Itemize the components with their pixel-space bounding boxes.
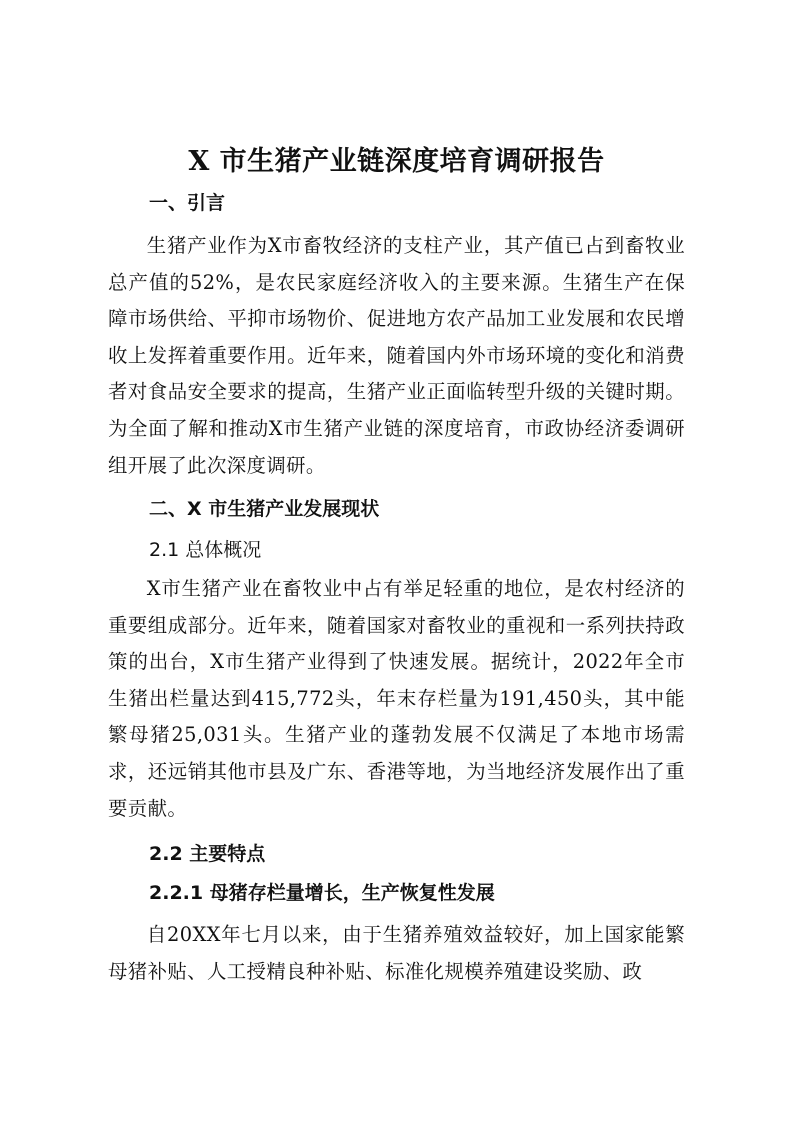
- paragraph-sow-inventory: 自20XX年七月以来，由于生猪养殖效益较好，加上国家能繁母猪补贴、人工授精良种补贴、标准化规模养殖建设奖励、政: [108, 923, 685, 983]
- subsubheading-sow-inventory: 2.2.1 母猪存栏量增长，生产恢复性发展: [149, 882, 495, 904]
- section-heading-introduction: 一、引言: [149, 192, 226, 214]
- paragraph-overview: X市生猪产业在畜牧业中占有举足轻重的地位，是农村经济的重要组成部分。近年来，随着国家对畜牧业的重视和一系列扶持政策的出台，X市生猪产业得到了快速发展。据统计，2022年全市生猪出栏量达到415,772头，年末存栏量为191,450头，其中能繁母猪25,031头。生猪产业的蓬勃发展不仅满足了本地市场需求，还远销其他市县及广东、香港等地，为当地经济发展作出了重要贡献。: [108, 577, 685, 820]
- subheading-main-features: 2.2 主要特点: [149, 843, 266, 865]
- paragraph-introduction: 生猪产业作为X市畜牧经济的支柱产业，其产值已占到畜牧业总产值的52%，是农民家庭经济收入的主要来源。生猪生产在保障市场供给、平抑市场物价、促进地方农产品加工业发展和农民增收上发挥着重要作用。近年来，随着国内外市场环境的变化和消费者对食品安全要求的提高，生猪产业正面临转型升级的关键时期。为全面了解和推动X市生猪产业链的深度培育，市政协经济委调研组开展了此次深度调研。: [108, 234, 685, 477]
- subheading-overview: 2.1 总体概况: [149, 539, 262, 561]
- document-title: X 市生猪产业链深度培育调研报告: [188, 146, 605, 177]
- section-heading-status: 二、X 市生猪产业发展现状: [149, 498, 380, 520]
